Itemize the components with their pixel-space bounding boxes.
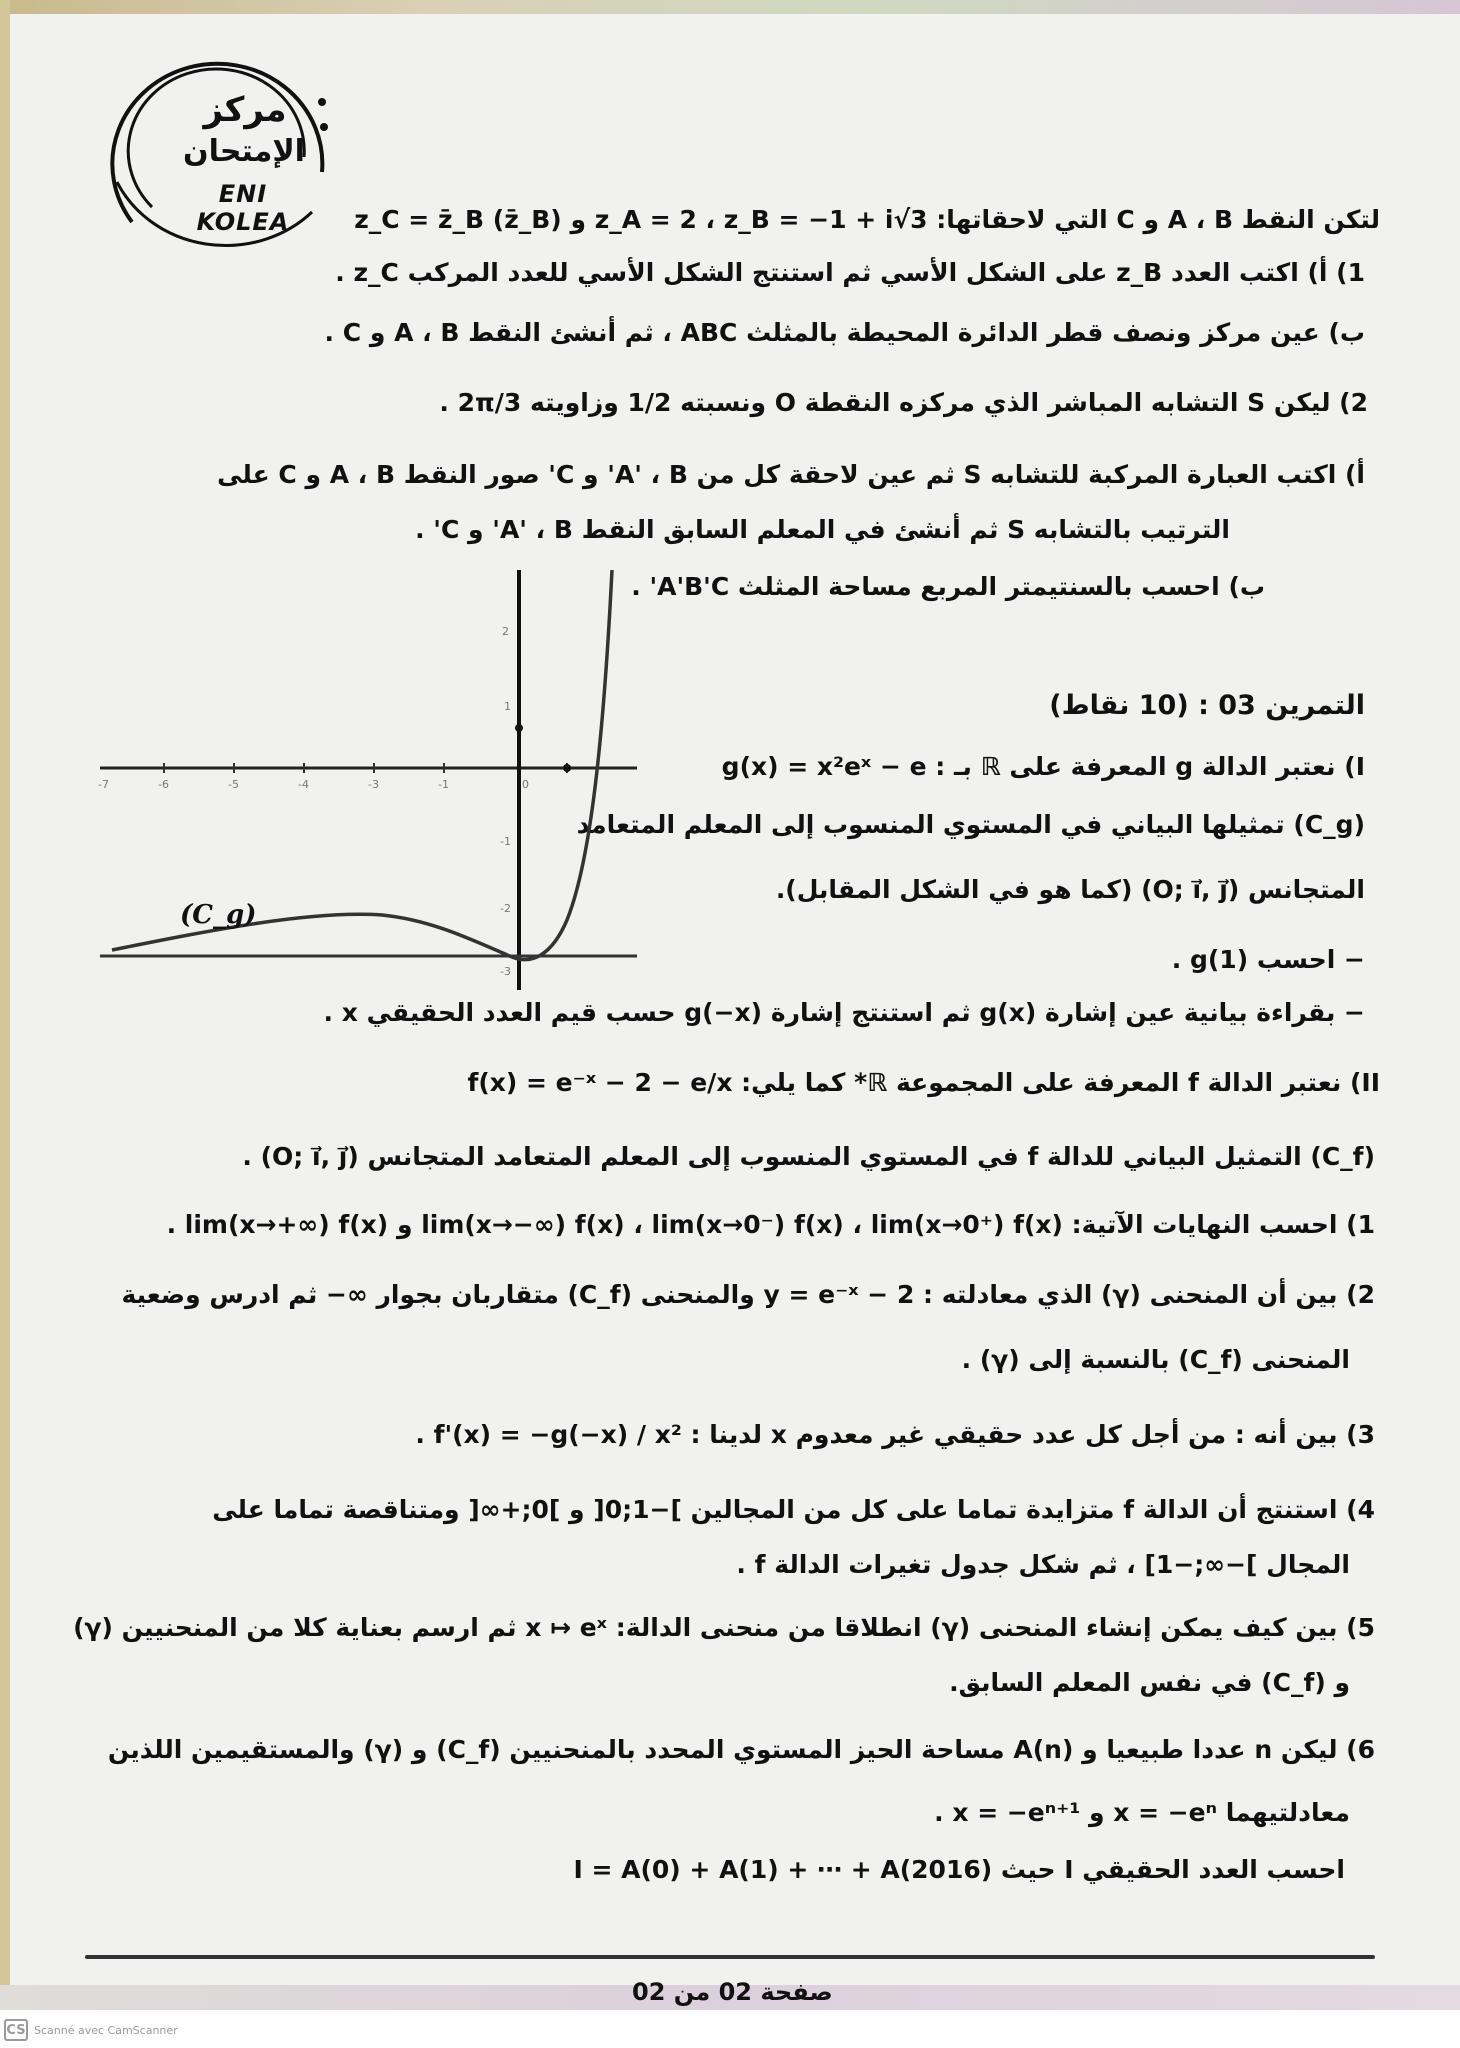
- svg-text:-4: -4: [298, 778, 309, 791]
- svg-text:-1: -1: [500, 835, 511, 848]
- ex3-q3: 3) بين أنه : من أجل كل عدد حقيقي غير معدوم x لدينا : f'(x) = −g(−x) / x² .: [415, 1420, 1375, 1449]
- page-number: صفحة 02 من 02: [632, 1978, 833, 2006]
- svg-text:-5: -5: [228, 778, 239, 791]
- camscanner-text: Scanné avec CamScanner: [34, 2023, 178, 2037]
- svg-text:-3: -3: [368, 778, 379, 791]
- ex2-q2a-line1: أ) اكتب العبارة المركبة للتشابه S ثم عين لاحقة كل من A' ، B' و C' صور النقط A ، B و C على: [217, 460, 1365, 489]
- ex3-q5-line1: 5) بين كيف يمكن إنشاء المنحنى (γ) انطلاقا من منحنى الدالة: x ↦ eˣ ثم ارسم بعناية كلا من المنحنيين (γ): [73, 1613, 1375, 1642]
- ex3-part1-line2: (C_g) تمثيلها البياني في المستوي المنسوب إلى المعلم المتعامد: [576, 810, 1365, 839]
- ex3-q5-line2: و (C_f) في نفس المعلم السابق.: [949, 1668, 1350, 1697]
- ex2-q2: 2) ليكن S التشابه المباشر الذي مركزه النقطة O ونسبته 1/2 وزاويته 2π/3 .: [439, 388, 1368, 417]
- ex2-q1a: 1) أ) اكتب العدد z_B على الشكل الأسي ثم استنتج الشكل الأسي للعدد المركب z_C .: [335, 258, 1365, 287]
- exam-center-stamp: [72, 32, 342, 257]
- svg-text:-1: -1: [438, 778, 449, 791]
- ex3-q2-line2: المنحنى (C_f) بالنسبة إلى (γ) .: [961, 1345, 1350, 1374]
- ex3-part1-q1: − احسب g(1) .: [1171, 945, 1365, 974]
- ex3-q6-line3: احسب العدد الحقيقي I حيث I = A(0) + A(1) + ⋯ + A(2016): [573, 1855, 1345, 1884]
- scan-edge-top: [0, 0, 1460, 14]
- svg-text:0: 0: [522, 778, 529, 791]
- ex3-q4-line1: 4) استنتج أن الدالة f متزايدة تماما على كل من المجالين ]−1;0[ و ]0;+∞[ ومتناقصة تماما على: [212, 1495, 1375, 1524]
- svg-text:-6: -6: [158, 778, 169, 791]
- graph-cg: [92, 570, 642, 990]
- stamp-text-center: مركز: [203, 90, 287, 130]
- function-plot-icon: [92, 570, 642, 990]
- camscanner-logo-icon: CS: [4, 2019, 28, 2041]
- ex3-part2-line1: II) نعتبر الدالة f المعرفة على المجموعة ℝ* كما يلي: f(x) = e⁻ˣ − 2 − e/x: [467, 1068, 1380, 1097]
- ex2-q1b: ب) عين مركز ونصف قطر الدائرة المحيطة بالمثلث ABC ، ثم أنشئ النقط A ، B و C .: [324, 318, 1365, 347]
- ex3-part2-line2: (C_f) التمثيل البياني للدالة f في المستوي المنسوب إلى المعلم المتعامد المتجانس (O; i⃗, j⃗) .: [242, 1142, 1375, 1171]
- ex2-q2a-line2: الترتيب بالتشابه S ثم أنشئ في المعلم السابق النقط A' ، B' و C' .: [415, 515, 1230, 544]
- stamp-text-exam: الإمتحان: [183, 134, 305, 169]
- camscanner-watermark: [4, 2019, 178, 2041]
- svg-text:2: 2: [502, 625, 509, 638]
- scan-edge-left: [0, 0, 10, 2010]
- ex3-title: التمرين 03 : (10 نقاط): [1049, 690, 1365, 721]
- svg-text:-7: -7: [98, 778, 109, 791]
- ex3-q6-line1: 6) ليكن n عددا طبيعيا و A(n) مساحة الحيز المستوي المحدد بالمنحنيين (C_f) و (γ) والمستقيمين اللذين: [107, 1735, 1375, 1764]
- ex3-q6-line2: معادلتيهما x = −eⁿ و x = −eⁿ⁺¹ .: [934, 1798, 1350, 1827]
- svg-text:1: 1: [504, 700, 511, 713]
- ex2-q2b: ب) احسب بالسنتيمتر المربع مساحة المثلث A'B'C' .: [631, 572, 1265, 601]
- svg-text:-3: -3: [500, 965, 511, 978]
- curve-label: (C_g): [180, 900, 257, 930]
- svg-text:-2: -2: [500, 902, 511, 915]
- ex3-part1-q2: − بقراءة بيانية عين إشارة g(x) ثم استنتج إشارة g(−x) حسب قيم العدد الحقيقي x .: [323, 998, 1365, 1027]
- ex3-part1-line3: المتجانس (O; i⃗, j⃗) (كما هو في الشكل المقابل).: [775, 875, 1365, 904]
- ex2-intro: لتكن النقط A ، B و C التي لاحقاتها: z_A = 2 ، z_B = −1 + i√3 و z_C = z̄_B (z̄_B): [354, 205, 1380, 234]
- stamp-text-eni: ENI KOLEA: [196, 180, 290, 236]
- footer-divider: [85, 1955, 1375, 1959]
- ex3-q1: 1) احسب النهايات الآتية: lim(x→−∞) f(x) ، lim(x→0⁻) f(x) ، lim(x→0⁺) f(x) و lim(x→+∞) f(x) .: [166, 1210, 1375, 1239]
- ex3-q2-line1: 2) بين أن المنحنى (γ) الذي معادلته : y = e⁻ˣ − 2 والمنحنى (C_f) متقاربان بجوار ∞− ثم ادرس وضعية: [121, 1280, 1375, 1309]
- ex3-q4-line2: المجال ]−∞;−1] ، ثم شكل جدول تغيرات الدالة f .: [736, 1550, 1350, 1579]
- ex3-part1-line1: I) نعتبر الدالة g المعرفة على ℝ بـ : g(x) = x²eˣ − e: [721, 752, 1365, 781]
